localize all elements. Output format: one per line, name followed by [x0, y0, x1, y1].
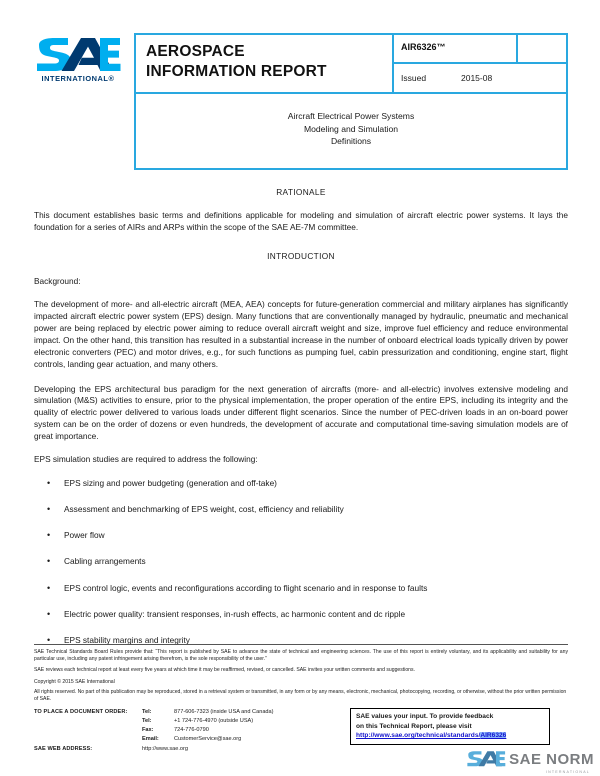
issued-date: 2015-08	[461, 73, 493, 83]
rationale-paragraph: This document establishes basic terms and definitions applicable for modeling and simulation of aircraft electric power systems. It lays the foundation for a series of AIRs and ARPs within the scope of the SAE AE-7M committee.	[34, 210, 568, 232]
order-contact-row-4	[34, 735, 344, 744]
document-revision	[518, 35, 566, 62]
document-type-line-2: INFORMATION REPORT	[146, 62, 327, 80]
subject-line-1: Aircraft Electrical Power Systems	[287, 111, 415, 122]
subject-line-3: Definitions	[330, 136, 372, 147]
contact-key-fax: Fax:	[142, 727, 154, 734]
feedback-line-1: SAE values your input. To provide feedback	[356, 713, 494, 721]
list-item: • EPS control logic, events and reconfigurations according to flight scenario and in response to faults	[34, 583, 568, 595]
issued-label: Issued	[401, 73, 427, 83]
introduction-heading: INTRODUCTION	[267, 250, 335, 261]
order-contact-row-2	[34, 717, 344, 726]
order-contact-row-3	[34, 726, 344, 735]
list-item: • Power flow	[34, 530, 568, 542]
list-item: • Assessment and benchmarking of EPS weight, cost, efficiency and reliability	[34, 504, 568, 516]
contact-block	[34, 708, 344, 753]
feedback-url-prefix: http://www.sae.org/technical/standards/	[356, 732, 481, 740]
legal-notice-1: SAE Technical Standards Board Rules provide that: “This report is published by SAE to advance the state of technical and engineering sciences. The use of this report is entirely voluntary, and its applicability and suitability for any particular use, including any patent infringement arising therefrom, is the sole responsibility of the user.”	[34, 649, 568, 663]
background-paragraph-1: The development of more- and all-electric aircraft (MEA, AEA) concepts for future-generation commercial and military airplanes has significantly impacted aircraft electric power system (EPS) design. Many functions that are conventionally managed by hydraulic, pneumatic and mechanical power are being replaced by electric power aiming to reduce overall aircraft weight and size, improve fuel efficiency and reduce environmental impact. On the other hand, this transition has resulted in a substantial increase in the number of onboard electrical loads typically driven by power electronic converters (PEC) and motor drives, e.g., for such functions as pumping fuel, cabin pressurization and conditioning, engine start, flight controls, landing gear actuation, and many others.	[34, 298, 568, 369]
watermark-subtitle: INTERNATIONAL	[545, 770, 590, 774]
sae-international-wordmark: INTERNATIONAL®	[41, 74, 115, 83]
feedback-link[interactable]	[356, 732, 506, 739]
document-content	[34, 33, 568, 661]
feedback-url-document: AIR6326	[480, 732, 507, 740]
feedback-url-row[interactable]	[356, 731, 544, 740]
background-paragraph-2: Developing the EPS architectural bus paradigm for the next generation of aircrafts (more- and all-electric) involves extensive modeling and simulation (M&S) activities to ensure, prior to the physical implementation, the proper operation of the entire EPS, including its integrity and the quality of electric power delivered to various loads under different flight scenarios. Since the number of PEC-driven loads in an on-board power system can be on the order of dozens or even hundreds, the development of accurate and computational time-saving simulation models are of great importance.	[34, 383, 568, 442]
rationale-heading: RATIONALE	[276, 187, 326, 197]
contact-value-tel-1: 877-606-7323 (inside USA and Canada)	[174, 709, 274, 716]
eps-studies-list	[34, 478, 568, 646]
sae-logo-icon	[34, 37, 122, 73]
order-contact-row-1	[34, 708, 344, 717]
copyright-line: Copyright © 2015 SAE International	[34, 678, 115, 685]
document-type-cell	[136, 35, 394, 92]
list-item: • Electric power quality: transient responses, in-rush effects, ac harmonic content and dc ripple	[34, 609, 568, 621]
contact-value-fax: 724-776-0790	[174, 727, 209, 734]
bullet-list-intro: EPS simulation studies are required to address the following:	[34, 454, 258, 465]
web-address-row	[34, 745, 344, 754]
rights-reserved-line: All rights reserved. No part of this publication may be reproduced, stored in a retrieval system or transmitted, in any form or by any means, electronic, mechanical, photocopying, recording, or otherwise, without the prior written permission of SAE.	[34, 688, 567, 703]
contact-key-tel-2: Tel:	[142, 718, 152, 725]
list-item: • Cabling arrangements	[34, 556, 568, 568]
list-item: • EPS stability margins and integrity	[34, 635, 568, 647]
background-label: Background:	[34, 275, 81, 286]
header-meta-cell	[394, 35, 566, 92]
footer-contact-area	[34, 708, 568, 753]
list-item: • EPS sizing and power budgeting (generation and off-take)	[34, 478, 568, 490]
header-info-table	[134, 33, 568, 170]
contact-key-email: Email:	[142, 736, 159, 743]
contact-spacer-2	[34, 726, 142, 735]
contact-spacer-1	[34, 717, 142, 726]
contact-value-tel-2: +1 724-776-4970 (outside USA)	[174, 718, 254, 725]
feedback-box	[350, 708, 550, 745]
document-type-line-1: AEROSPACE	[146, 43, 245, 60]
feedback-line-2: on this Technical Report, please visit	[356, 722, 472, 730]
order-label: TO PLACE A DOCUMENT ORDER:	[34, 709, 128, 716]
contact-value-email[interactable]: CustomerService@sae.org	[174, 736, 242, 743]
document-header	[34, 33, 568, 170]
legal-notice-2: SAE reviews each technical report at least every five years at which time it may be reaffirmed, revised, or cancelled. SAE invites your written comments and suggestions.	[34, 667, 415, 674]
contact-spacer-3	[34, 735, 142, 744]
document-subject-cell	[136, 94, 566, 168]
document-number-row	[394, 35, 566, 64]
document-number: AIR6326™	[394, 35, 518, 62]
contact-key-tel-1: Tel:	[142, 709, 152, 716]
issued-row	[394, 64, 566, 92]
header-table-top-row	[136, 35, 566, 94]
subject-line-2: Modeling and Simulation	[303, 123, 399, 134]
web-address-value[interactable]: http://www.sae.org	[142, 745, 189, 752]
watermark-text: SAE NORM	[509, 750, 594, 768]
document-footer	[34, 644, 568, 754]
web-address-label: SAE WEB ADDRESS:	[34, 745, 93, 752]
sae-logo-block	[34, 33, 126, 83]
footer-divider	[34, 644, 568, 645]
